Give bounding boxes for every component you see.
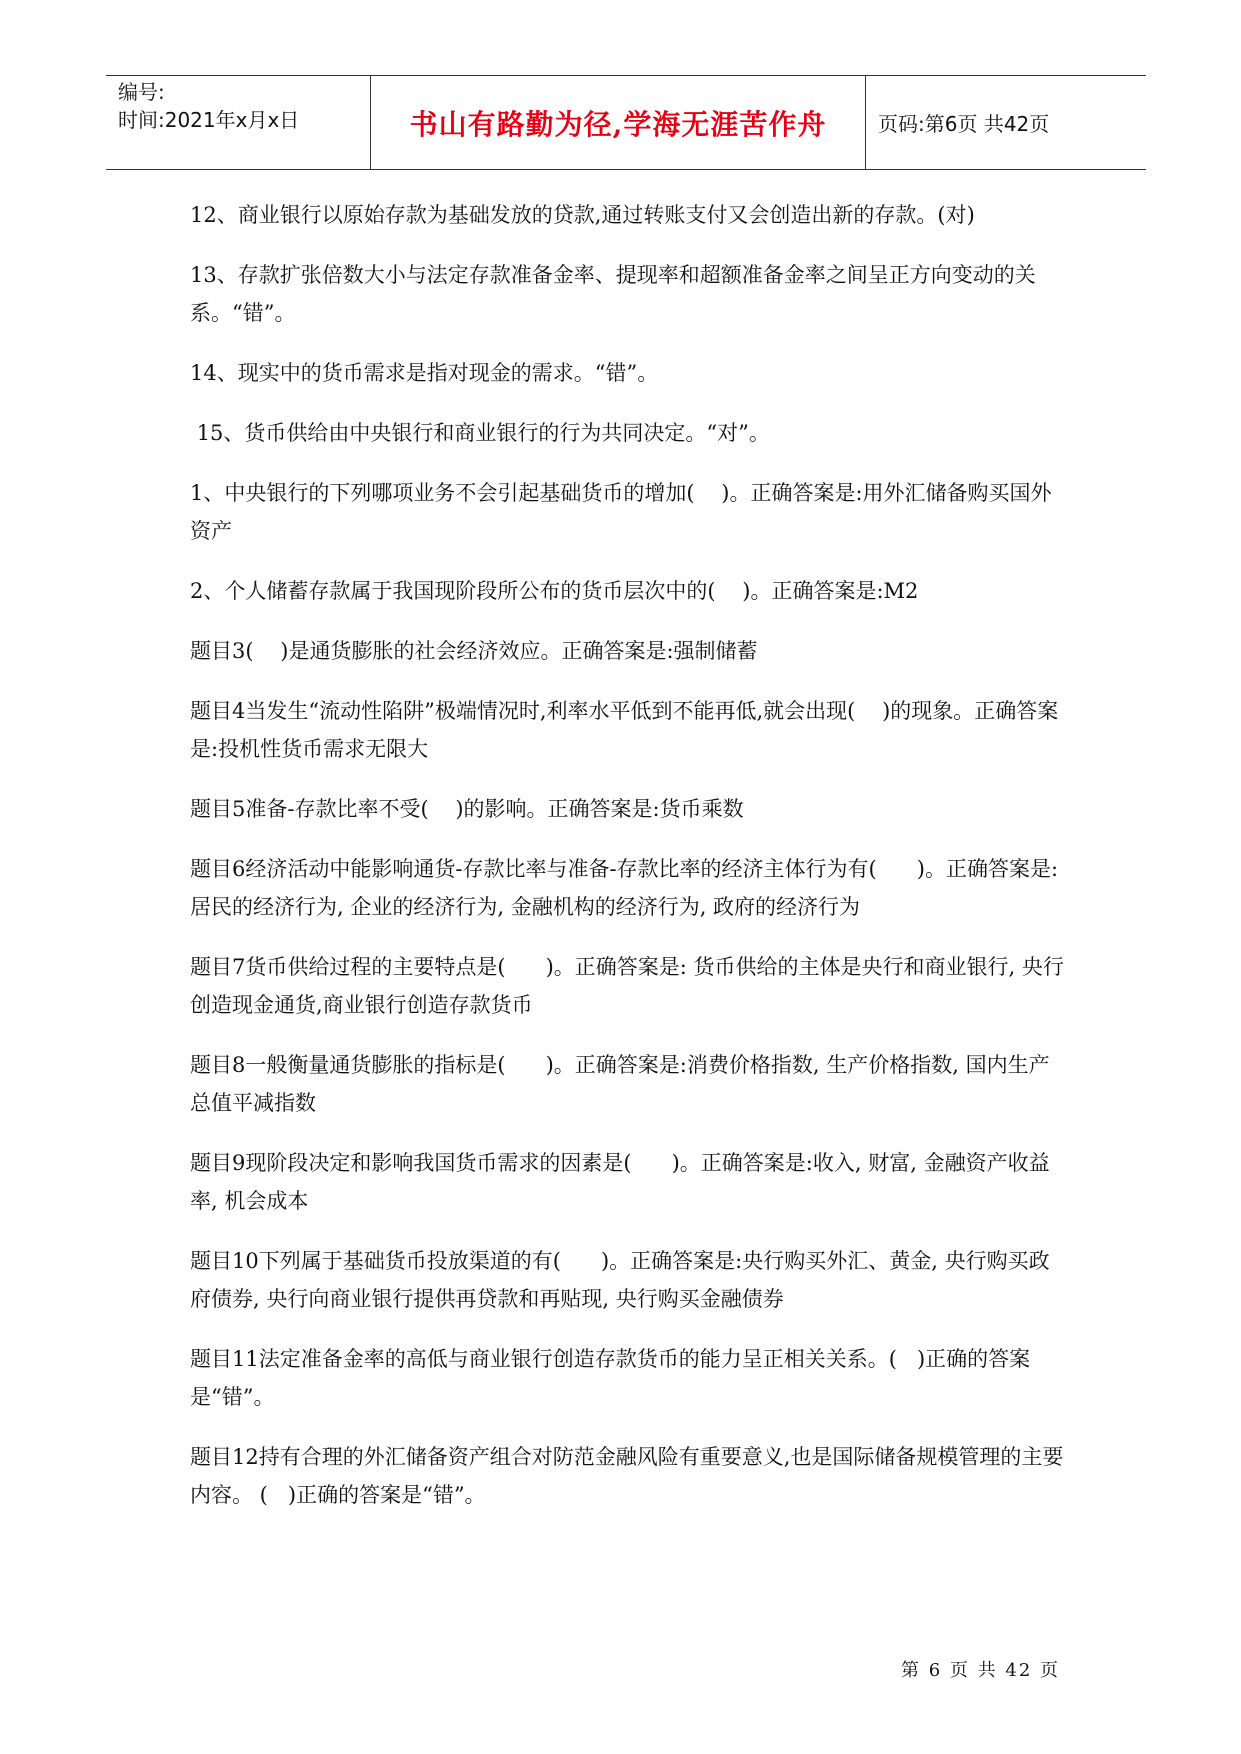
- header-page-info: 页码:第6页 共42页: [878, 112, 1050, 136]
- paragraph: 15、货币供给由中央银行和商业银行的行为共同决定。“对”。: [190, 421, 770, 445]
- paragraph: 题目8一般衡量通货膨胀的指标是( )。正确答案是:消费价格指数, 生产价格指数, 国内生产总值平减指数: [190, 1053, 1050, 1115]
- page-footer: 第 6 页 共 42 页: [901, 1660, 1060, 1681]
- paragraph: 题目11法定准备金率的高低与商业银行创造存款货币的能力呈正相关关系。( )正确的答案是“错”。: [190, 1347, 1031, 1409]
- paragraph: 题目7货币供给过程的主要特点是( )。正确答案是: 货币供给的主体是央行和商业银行, 央行创造现金通货,商业银行创造存款货币: [190, 955, 1064, 1017]
- paragraph: 12、商业银行以原始存款为基础发放的贷款,通过转账支付又会创造出新的存款。(对): [190, 203, 975, 227]
- paragraph: 题目5准备-存款比率不受( )的影响。正确答案是:货币乘数: [190, 797, 744, 821]
- header-meta: [118, 78, 368, 134]
- document-time-label: 时间:2021年x月x日: [118, 108, 300, 132]
- paragraph: 题目12持有合理的外汇储备资产组合对防范金融风险有重要意义,也是国际储备规模管理的主要内容。 ( )正确的答案是“错”。: [190, 1445, 1064, 1507]
- page-header: [106, 75, 1146, 170]
- document-body: [190, 196, 1070, 1536]
- document-number-label: 编号:: [118, 80, 165, 104]
- paragraph: 题目4当发生“流动性陷阱”极端情况时,利率水平低到不能再低,就会出现( )的现象。正确答案是:投机性货币需求无限大: [190, 699, 1059, 761]
- paragraph: 题目3( )是通货膨胀的社会经济效应。正确答案是:强制储蓄: [190, 639, 758, 663]
- paragraph: 14、现实中的货币需求是指对现金的需求。“错”。: [190, 361, 659, 385]
- header-divider: [865, 76, 866, 169]
- paragraph: 2、个人储蓄存款属于我国现阶段所公布的货币层次中的( )。正确答案是:M2: [190, 579, 919, 603]
- paragraph: 题目6经济活动中能影响通货-存款比率与准备-存款比率的经济主体行为有( )。正确答案是:居民的经济行为, 企业的经济行为, 金融机构的经济行为, 政府的经济行为: [190, 857, 1059, 919]
- paragraph: 题目9现阶段决定和影响我国货币需求的因素是( )。正确答案是:收入, 财富, 金融资产收益率, 机会成本: [190, 1151, 1050, 1213]
- paragraph: 1、中央银行的下列哪项业务不会引起基础货币的增加( )。正确答案是:用外汇储备购买国外资产: [190, 481, 1052, 543]
- paragraph: 13、存款扩张倍数大小与法定存款准备金率、提现率和超额准备金率之间呈正方向变动的关系。“错”。: [190, 263, 1036, 325]
- header-motto: 书山有路勤为径,学海无涯苦作舟: [409, 107, 827, 141]
- paragraph: 题目10下列属于基础货币投放渠道的有( )。正确答案是:央行购买外汇、黄金, 央行购买政府债券, 央行向商业银行提供再贷款和再贴现, 央行购买金融债券: [190, 1249, 1050, 1311]
